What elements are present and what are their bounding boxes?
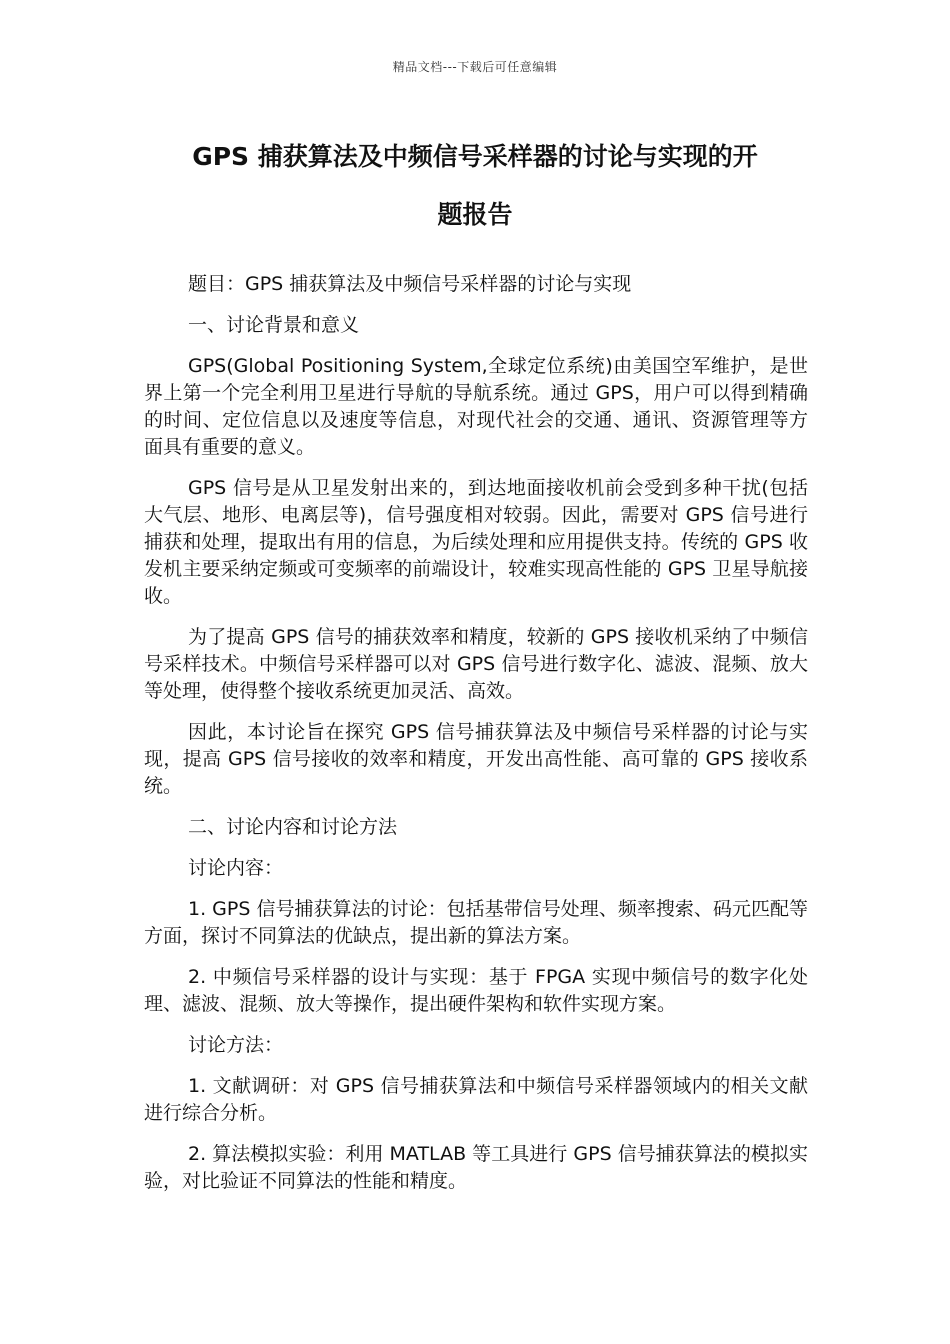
document-body [144,271,808,1209]
section-heading-background: 一、讨论背景和意义 [188,314,360,336]
method-item-2: 2. 算法模拟实验：利用 MATLAB 等工具进行 GPS 信号捕获算法的模拟实验，对比验证不同算法的性能和精度。 [144,1143,808,1192]
document-title [140,128,810,244]
content-item-2: 2. 中频信号采样器的设计与实现：基于 FPGA 实现中频信号的数字化处理、滤波、混频、放大等操作，提出硬件架构和软件实现方案。 [144,966,808,1015]
document-title-line-1: GPS 捕获算法及中频信号采样器的讨论与实现的开 [192,142,758,171]
content-item-1: 1. GPS 信号捕获算法的讨论：包括基带信号处理、频率搜索、码元匹配等方面，探讨不同算法的优缺点，提出新的算法方案。 [144,898,808,947]
subheading-research-content: 讨论内容： [188,857,284,879]
method-item-1: 1. 文献调研：对 GPS 信号捕获算法和中频信号采样器领域内的相关文献进行综合分析。 [144,1075,808,1124]
section-heading-content-methods: 二、讨论内容和讨论方法 [188,816,398,838]
paragraph-research-goal: 因此，本讨论旨在探究 GPS 信号捕获算法及中频信号采样器的讨论与实现，提高 GPS 信号接收的效率和精度，开发出高性能、高可靠的 GPS 接收系统。 [144,721,808,797]
document-title-line-2: 题报告 [437,200,513,229]
subheading-research-methods: 讨论方法： [188,1034,284,1056]
paragraph-gps-signal: GPS 信号是从卫星发射出来的，到达地面接收机前会受到多种干扰(包括大气层、地形、电离层等)，信号强度相对较弱。因此，需要对 GPS 信号进行捕获和处理，提取出有用的信息，为后续处理和应用提供支持。传统的 GPS 收发机主要采纳定频或可变频率的前端设计，较难实现高性能的 GPS 卫星导航接收。 [144,477,808,607]
paragraph-gps-intro: GPS(Global Positioning System,全球定位系统)由美国空军维护，是世界上第一个完全利用卫星进行导航的导航系统。通过 GPS，用户可以得到精确的时间、定位信息以及速度等信息，对现代社会的交通、通讯、资源管理等方面具有重要的意义。 [144,355,808,458]
page-header-note: 精品文档---下载后可任意编辑 [392,60,558,74]
paragraph-if-sampling: 为了提高 GPS 信号的捕获效率和精度，较新的 GPS 接收机采纳了中频信号采样技术。中频信号采样器可以对 GPS 信号进行数字化、滤波、混频、放大等处理，使得整个接收系统更加灵活、高效。 [144,626,808,702]
topic-line: 题目：GPS 捕获算法及中频信号采样器的讨论与实现 [188,273,632,295]
